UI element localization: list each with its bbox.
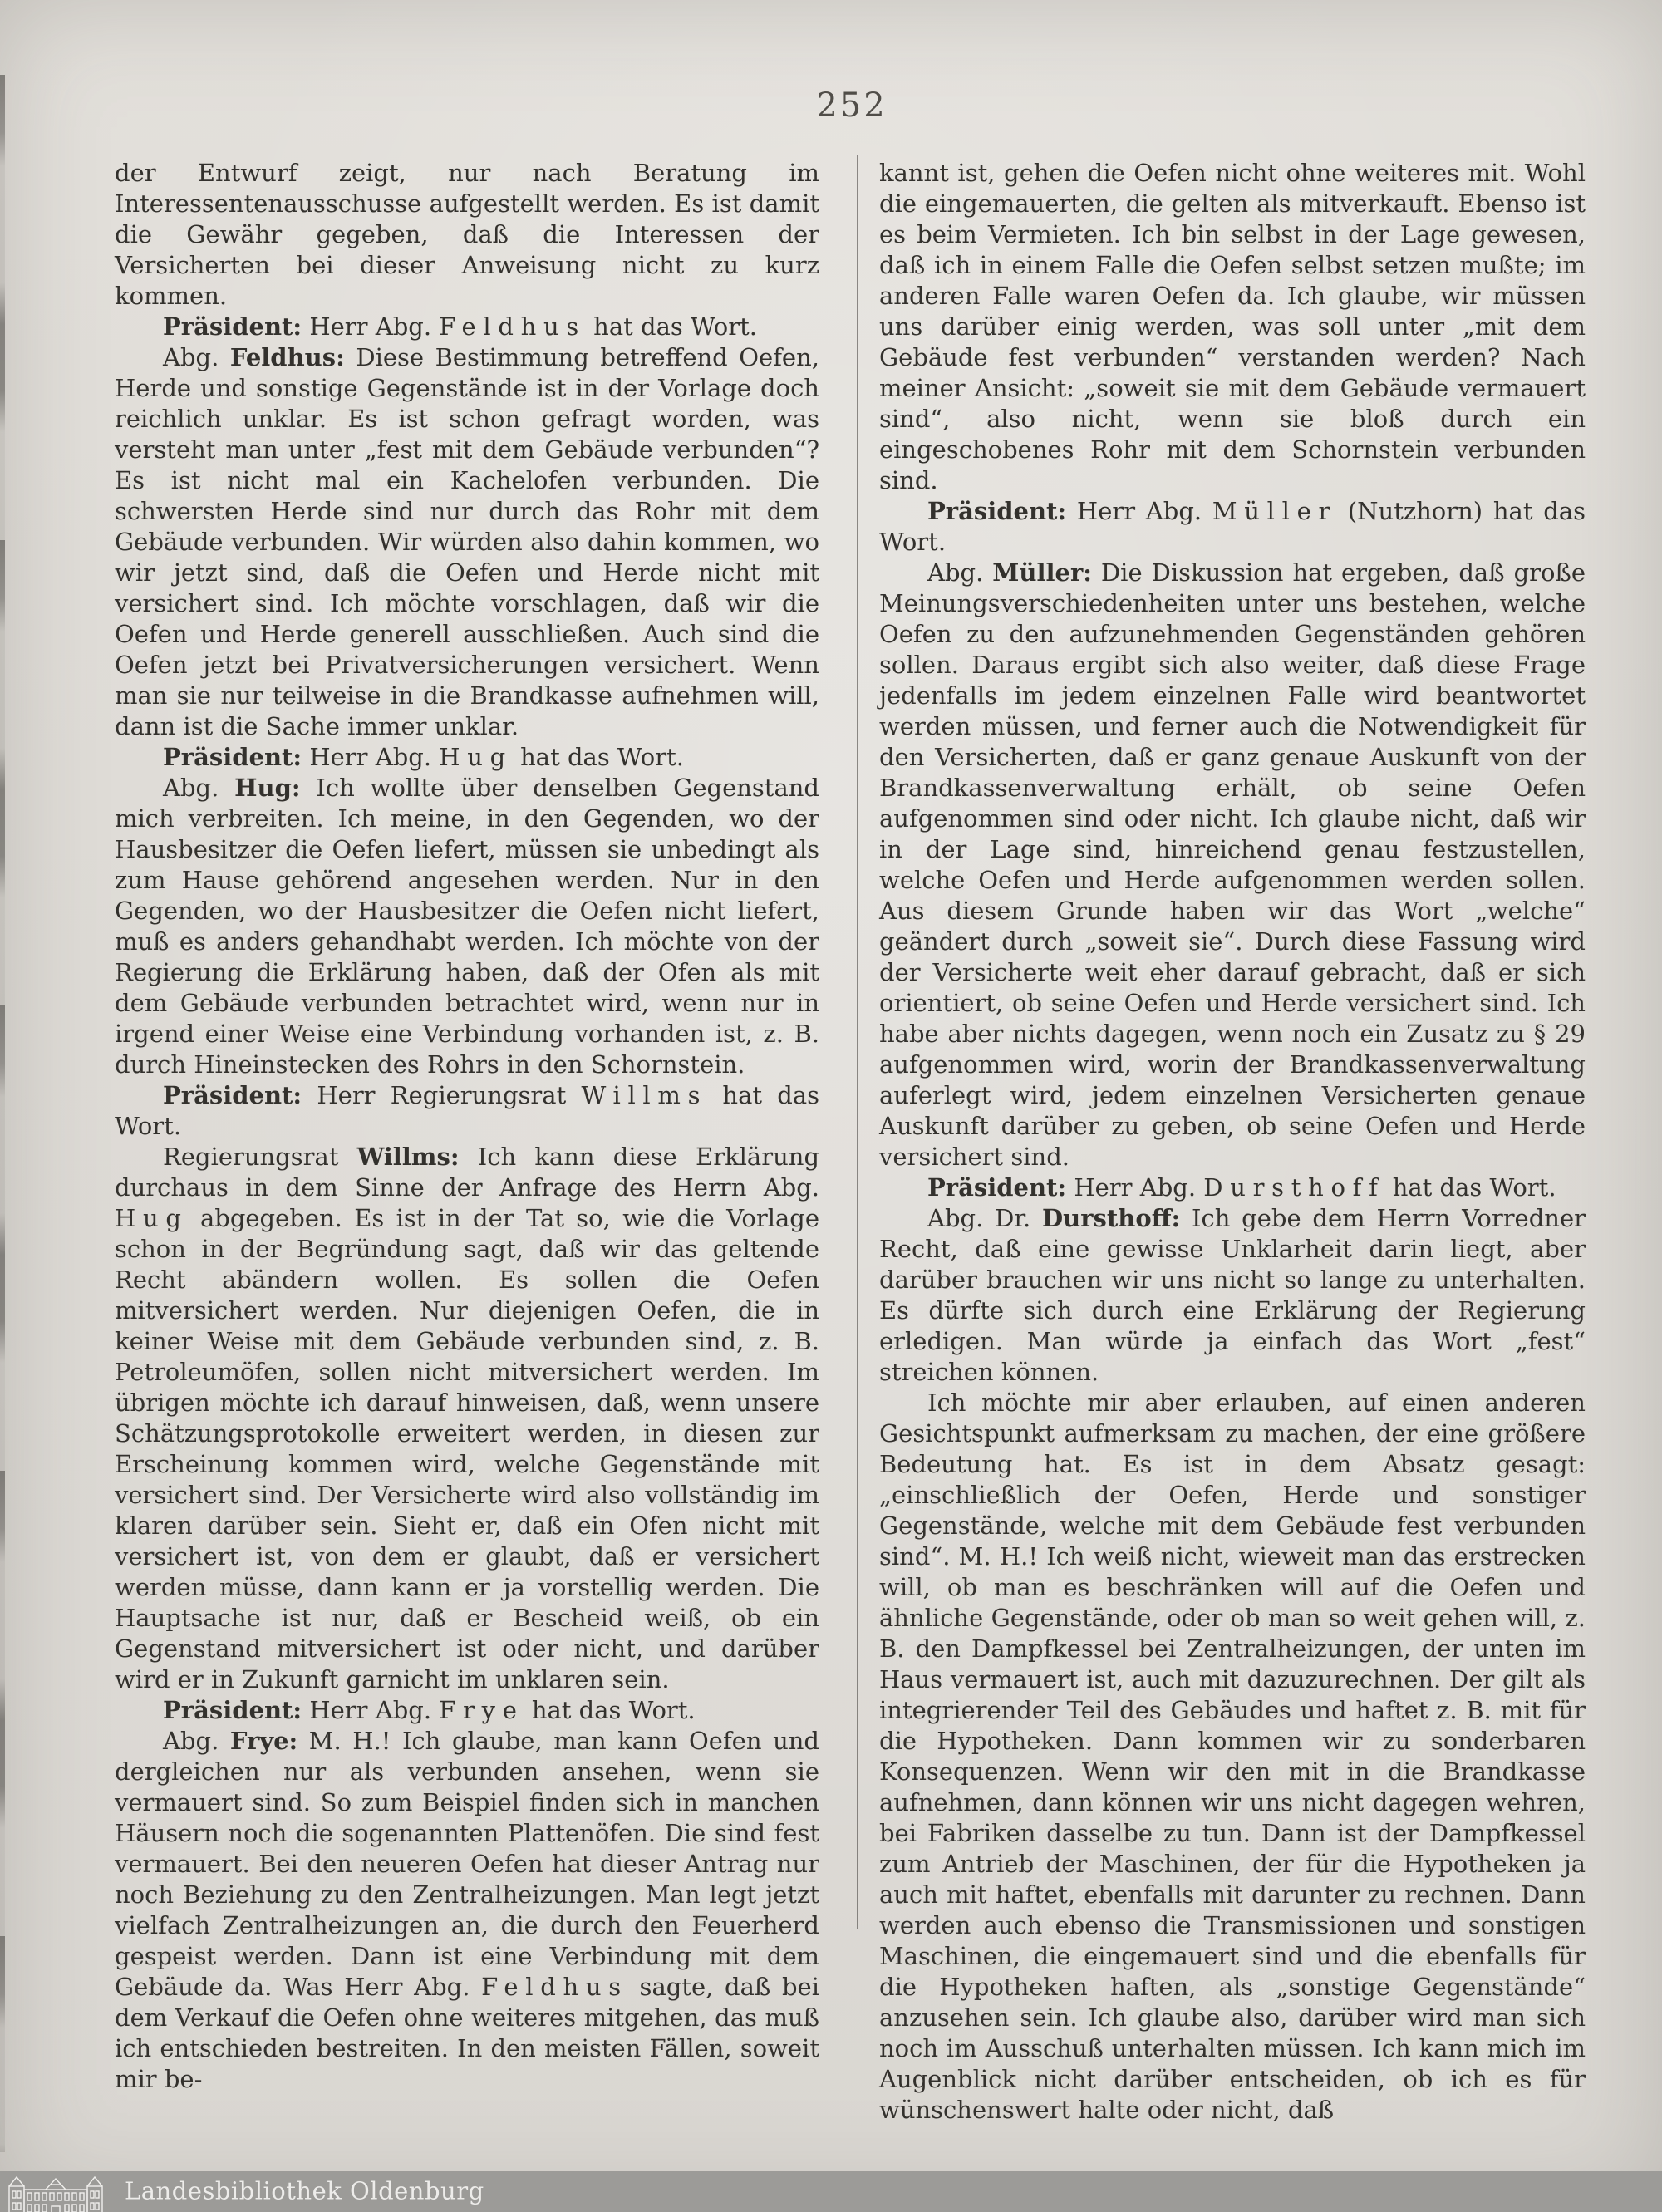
paragraph — [879, 1172, 1586, 1203]
text-segment-normal: Ich möchte mir aber erlauben, auf einen anderen Gesichtspunkt aufmerksam zu machen, der eine größere Bedeutung hat. Es ist in dem Absatz gesagt: „einschließlich der Oefen, Herde und sonstiger Gegenstände, welche mit dem Gebäude fest verbunden sind“. M. H.! Ich weiß nicht, wieweit man das erstrecken will, ob man es beschränken will auf die Oefen und ähnliche Gegenstände, oder ob man so weit gehen will, z. B. den Dampfkessel bei Zentralheizungen, der unten im Haus vermauert ist, auch mit dazuzurechnen. Der gilt als integrierender Teil des Gebäudes und haftet z. B. mit für die Hypotheken. Dann kommen wir zu sonderbaren Konsequenzen. Wenn wir den mit in die Brandkasse aufnehmen, dann können wir uns nicht dagegen wehren, bei Fabriken dasselbe zu tun. Dann ist der Dampfkessel zum Antrieb der Maschinen, der für die Hypotheken ja auch mit haftet, ebenfalls mit darunter zu rechnen. Dann werden auch ebenso die Transmissionen und sonstigen Maschinen, die eingemauert sind und die ebenfalls für die Hypotheken haften, als „sonstige Gegenstände“ anzusehen sein. Ich glaube also, darüber wird man sich noch im Ausschuß unterhalten müssen. Ich kann mich im Augenblick nicht darüber entscheiden, ob ich es für wünschenswert halte oder nicht, daß — [879, 1389, 1586, 2124]
column-right — [879, 158, 1586, 2126]
text-segment-normal: der Entwurf zeigt, nur nach Beratung im Interessentenausschusse aufgestellt werden. Es ist damit die Gewähr gegeben, daß die Interessen der Versicherten bei dieser Anweisung nicht zu kurz kommen. — [115, 159, 819, 310]
text-segment-spaced: Frye — [439, 1696, 524, 1724]
text-segment-normal: hat das Wort. — [585, 312, 757, 341]
paragraph — [879, 158, 1586, 496]
column-left — [115, 158, 819, 2095]
page-number: 252 — [816, 86, 888, 125]
text-segment-normal: Abg. — [163, 1727, 230, 1755]
text-segment-bold: Präsident: — [163, 743, 302, 771]
paragraph — [115, 742, 819, 773]
text-segment-bold: Hug: — [234, 774, 301, 802]
text-segment-normal: Herr Abg. — [1066, 497, 1212, 525]
paragraph — [115, 158, 819, 312]
text-segment-normal: (Nutzhorn) hat das Wort. — [879, 497, 1586, 556]
text-segment-normal: hat das Wort. — [512, 743, 684, 771]
paragraph — [115, 1726, 819, 2095]
text-segment-spaced: Hug — [115, 1204, 189, 1232]
paragraph — [115, 1142, 819, 1695]
text-segment-normal: kannt ist, gehen die Oefen nicht ohne weiteres mit. Wohl die eingemauerten, die gelten als mitverkauft. Ebenso ist es beim Vermieten. Ich bin selbst in der Lage gewesen, daß ich in einem Falle die Oefen selbst setzen mußte; im anderen Falle waren Oefen da. Ich glaube, wir müssen uns darüber einig werden, was soll unter „mit dem Gebäude fest verbunden“ verstanden werden? Nach meiner Ansicht: „soweit sie mit dem Gebäude vermauert sind“, also nicht, wenn sie bloß durch ein eingeschobenes Rohr mit dem Schornstein verbunden sind. — [879, 159, 1586, 494]
text-segment-bold: Feldhus: — [229, 343, 345, 371]
text-segment-normal: hat das Wort. — [115, 1081, 819, 1140]
text-segment-normal: Abg. — [163, 774, 235, 802]
text-segment-bold: Präsident: — [163, 1081, 302, 1109]
column-divider — [857, 155, 858, 1929]
text-segment-normal: Die Diskussion hat ergeben, daß große Meinungsverschiedenheiten unter uns bestehen, welche Oefen zu den aufzunehmenden Gegenständen gehören sollen. Daraus ergibt sich also weiter, daß diese Frage jedenfalls im jedem einzelnen Falle wird beantwortet werden müssen, und ferner auch die Notwendigkeit für den Versicherten, daß er ganz genaue Auskunft von der Brandkassenverwaltung erhält, ob seine Oefen aufgenommen sind oder nicht. Ich glaube nicht, daß wir in der Lage sind, hinreichend genau festzustellen, welche Oefen und Herde aufgenommen werden sollen. Aus diesem Grunde haben wir das Wort „welche“ geändert durch „soweit sie“. Durch diese Fassung wird der Versicherte weit eher darauf gebracht, daß er sich orientiert, ob seine Oefen und Herde versichert sind. Ich habe aber nichts dagegen, wenn noch ein Zusatz zu § 29 aufgenommen wird, worin der Brandkassenverwaltung auferlegt wird, jedem einzelnen Versicherten genaue Auskunft darüber zu geben, ob seine Oefen und Herde versichert sind. — [879, 558, 1586, 1171]
text-segment-normal: Abg. Dr. — [927, 1204, 1043, 1232]
paragraph — [115, 1080, 819, 1142]
paragraph — [879, 558, 1586, 1172]
paragraph — [115, 312, 819, 342]
text-segment-normal: Herr Abg. — [1066, 1173, 1204, 1202]
text-segment-bold: Präsident: — [163, 312, 302, 341]
text-segment-bold: Müller: — [992, 558, 1092, 587]
paragraph — [879, 1203, 1586, 1388]
text-segment-normal: Herr Abg. — [302, 312, 440, 341]
text-segment-normal: Ich wollte über denselben Gegenstand mich verbreiten. Ich meine, in den Gegenden, wo der Hausbesitzer die Oefen liefert, müssen sie unbedingt als zum Hause gehörend angesehen werden. Nur in den Gegenden, wo der Hausbesitzer die Oefen nicht liefert, muß es anders gehandhabt werden. Ich möchte von der Regierung die Erklärung haben, daß der Ofen als mit dem Gebäude verbunden betrachtet wird, wenn nur in irgend einer Weise eine Verbindung vorhanden ist, z. B. durch Hineinstecken des Rohrs in den Schornstein. — [115, 774, 819, 1079]
text-segment-spaced: Müller — [1212, 497, 1338, 525]
text-segment-bold: Präsident: — [163, 1696, 302, 1724]
text-segment-spaced: Feldhus — [439, 312, 586, 341]
text-segment-bold: Willms: — [356, 1143, 460, 1171]
text-segment-normal: hat das Wort. — [1384, 1173, 1556, 1202]
paragraph — [879, 496, 1586, 558]
scan-edge-artifact — [0, 75, 5, 2152]
text-segment-normal: Herr Abg. — [302, 1696, 440, 1724]
text-segment-normal: Herr Regierungsrat — [302, 1081, 582, 1109]
paragraph — [115, 342, 819, 742]
text-segment-normal: hat das Wort. — [524, 1696, 696, 1724]
text-segment-normal: Regierungsrat — [163, 1143, 357, 1171]
paragraph — [115, 1695, 819, 1726]
footer-band — [0, 2171, 1662, 2212]
text-segment-normal: Herr Abg. — [302, 743, 440, 771]
text-segment-spaced: Willms — [581, 1081, 708, 1109]
paragraph — [879, 1388, 1586, 2126]
text-segment-normal: abgegeben. Es ist in der Tat so, wie die Vorlage schon in der Begründung sagt, daß wir das geltende Recht abändern wollen. Es sollen die Oefen mitversichert werden. Nur diejenigen Oefen, die in keiner Weise mit dem Gebäude verbunden sind, z. B. Petroleumöfen, sollen nicht mitversichert werden. Im übrigen möchte ich darauf hinweisen, daß, wenn unsere Schätzungsprotokolle erweitert werden, in diesen zur Erscheinung kommen wird, welche Gegenstände mit versichert sind. Der Versicherte wird also vollständig im klaren darüber sein. Sieht er, daß ein Ofen nicht mit versichert ist, von dem er glaubt, daß er versichert werden müsse, dann kann er ja vorstellig werden. Die Hauptsache ist nur, daß er Bescheid weiß, ob ein Gegenstand mitversichert ist oder nicht, und darüber wird er in Zukunft garnicht im unklaren sein. — [115, 1204, 819, 1693]
paragraph — [115, 773, 819, 1080]
text-segment-normal: Abg. — [927, 558, 993, 587]
text-segment-bold: Dursthoff: — [1042, 1204, 1181, 1232]
library-building-icon — [7, 2173, 105, 2212]
footer-label: Landesbibliothek Oldenburg — [125, 2176, 484, 2205]
text-segment-normal: Abg. — [163, 343, 230, 371]
text-segment-bold: Präsident: — [927, 1173, 1067, 1202]
text-segment-normal: sagte, daß bei dem Verkauf die Oefen ohne weiteres mitgehen, das muß ich entschieden bestreiten. In den meisten Fällen, soweit mir be- — [115, 1973, 819, 2093]
text-segment-normal: Ich kann diese Erklärung durchaus in dem Sinne der Anfrage des Herrn Abg. — [115, 1143, 820, 1202]
text-segment-normal: Ich gebe dem Herrn Vorredner Recht, daß eine gewisse Unklarheit darin liegt, aber darüber brauchen wir uns nicht so lange zu unterhalten. Es dürfte sich durch eine Erklärung der Regierung erledigen. Man würde ja einfach das Wort „fest“ streichen können. — [879, 1204, 1586, 1386]
text-segment-bold: Präsident: — [927, 497, 1067, 525]
text-segment-spaced: Feldhus — [481, 1973, 628, 2001]
text-segment-normal: M. H.! Ich glaube, man kann Oefen und dergleichen nur als verbunden ansehen, wenn sie vermauert sind. So zum Beispiel finden sich in manchen Häusern noch die sogenannten Plattenöfen. Die sind fest vermauert. Bei den neueren Oefen hat dieser Antrag nur noch Beziehung zu den Zentralheizungen. Man legt jetzt vielfach Zentralheizungen an, die durch den Feuerherd gespeist werden. Dann ist eine Verbindung mit dem Gebäude da. Was Herr Abg. — [115, 1727, 819, 2001]
text-segment-normal: Diese Bestimmung betreffend Oefen, Herde und sonstige Gegenstände ist in der Vorlage doch reichlich unklar. Es ist schon gefragt worden, was versteht man unter „fest mit dem Gebäude verbunden“? Es ist nicht mal ein Kachelofen verbunden. Die schwersten Herde sind nur durch das Rohr mit dem Gebäude verbunden. Wir würden also dahin kommen, wo wir jetzt sind, daß die Oefen und Herde nicht mit versichert sind. Ich möchte vorschlagen, daß wir die Oefen und Herde generell ausschließen. Auch sind die Oefen jetzt bei Privatversicherungen versichert. Wenn man sie nur teilweise in die Brandkasse aufnehmen will, dann ist die Sache immer unklar. — [115, 343, 819, 740]
text-segment-spaced: Dursthoff — [1203, 1173, 1385, 1202]
text-segment-spaced: Hug — [439, 743, 513, 771]
text-segment-bold: Frye: — [229, 1727, 298, 1755]
